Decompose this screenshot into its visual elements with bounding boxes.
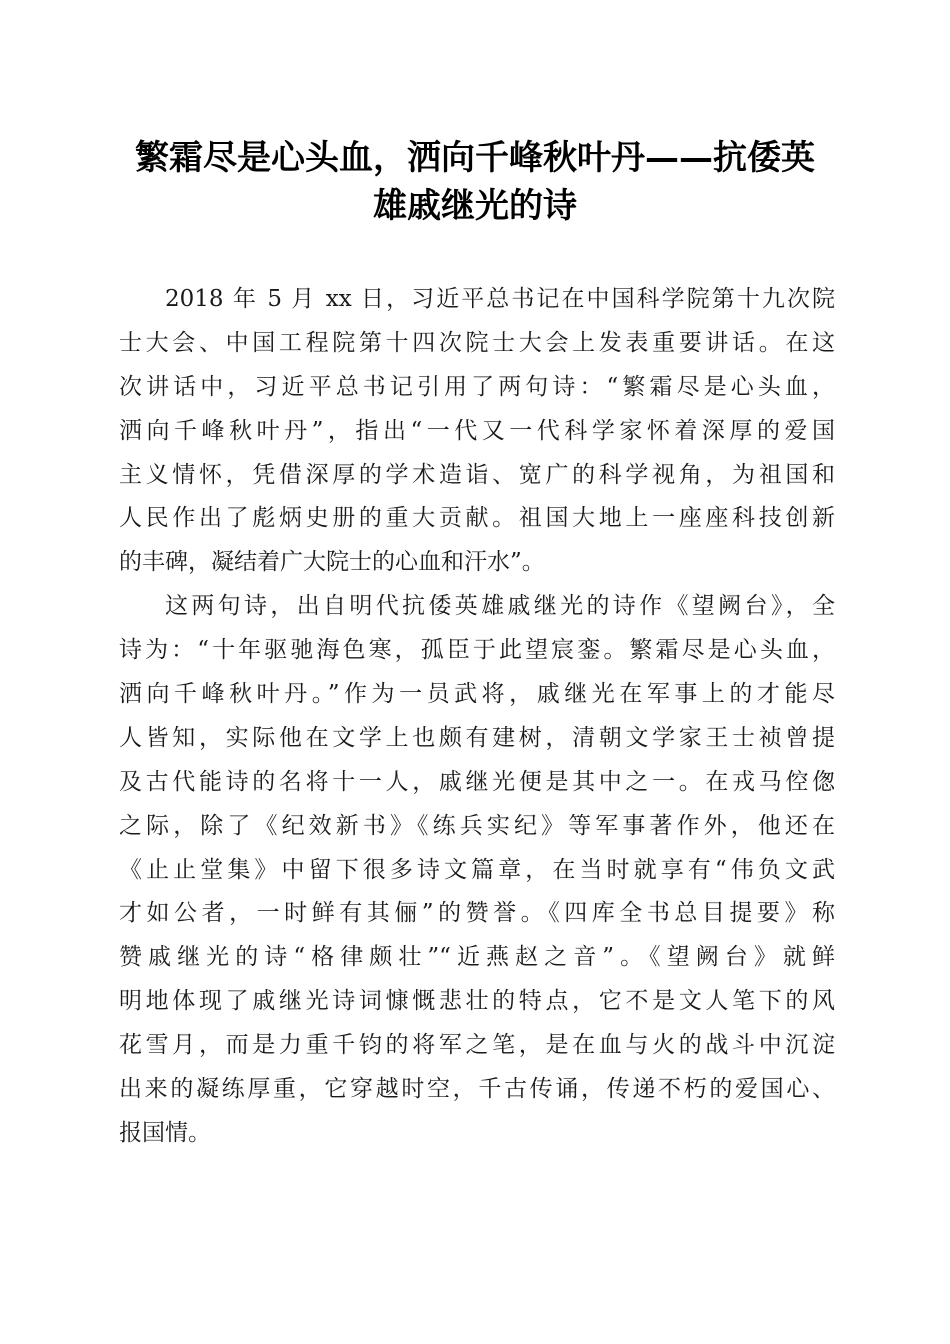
paragraph-line: 人民作出了彪炳史册的重大贡献。祖国大地上一座座科技创新 bbox=[119, 505, 835, 532]
paragraph-line: 主义情怀，凭借深厚的学术造诣、宽广的科学视角，为祖国和 bbox=[119, 461, 835, 488]
paragraph-line: 洒向千峰秋叶丹。”作为一员武将，戚继光在军事上的才能尽 bbox=[119, 681, 835, 708]
paragraph-line: 诗为：“十年驱驰海色寒，孤臣于此望宸銮。繁霜尽是心头血， bbox=[119, 637, 835, 664]
paragraph-line: 洒向千峰秋叶丹”，指出“一代又一代科学家怀着深厚的爱国 bbox=[119, 417, 835, 444]
paragraph-1 bbox=[119, 278, 835, 585]
paragraph-line: 才如公者，一时鲜有其俪”的赞誉。《四库全书总目提要》称 bbox=[119, 900, 835, 927]
paragraph-line: 出来的凝练厚重，它穿越时空，千古传诵，传递不朽的爱国心、 bbox=[119, 1076, 835, 1103]
page-title bbox=[110, 134, 840, 230]
paragraph-line: 及古代能诗的名将十一人，戚继光便是其中之一。在戎马倥偬 bbox=[119, 768, 835, 795]
paragraph-line: 赞戚继光的诗“格律颇壮”“近燕赵之音”。《望阙台》就鲜 bbox=[119, 944, 835, 971]
paragraph-line: 之际，除了《纪效新书》《练兵实纪》等军事著作外，他还在 bbox=[119, 812, 835, 839]
paragraph-line: 人皆知，实际他在文学上也颇有建树，清朝文学家王士祯曾提 bbox=[119, 724, 835, 751]
paragraph-line: 《止止堂集》中留下很多诗文篇章，在当时就享有“伟负文武 bbox=[119, 856, 835, 883]
paragraph-line: 这两句诗，出自明代抗倭英雄戚继光的诗作《望阙台》，全 bbox=[165, 593, 835, 620]
paragraph-line: 的丰碑，凝结着广大院士的心血和汗水”。 bbox=[119, 549, 545, 576]
paragraph-line: 报国情。 bbox=[119, 1119, 211, 1146]
title-line-1: 繁霜尽是心头血，洒向千峰秋叶丹——抗倭英 bbox=[135, 138, 815, 178]
paragraph-line: 明地体现了戚继光诗词慷慨悲壮的特点，它不是文人笔下的风 bbox=[119, 988, 835, 1015]
article-body bbox=[119, 278, 835, 1156]
paragraph-line: 花雪月，而是力重千钧的将军之笔，是在血与火的战斗中沉淀 bbox=[119, 1032, 835, 1059]
paragraph-line: 2018 年 5 月 xx 日，习近平总书记在中国科学院第十九次院 bbox=[165, 286, 835, 312]
title-line-2: 雄戚继光的诗 bbox=[373, 186, 577, 226]
paragraph-line: 次讲话中，习近平总书记引用了两句诗：“繁霜尽是心头血， bbox=[119, 373, 835, 400]
paragraph-line: 士大会、中国工程院第十四次院士大会上发表重要讲话。在这 bbox=[119, 329, 835, 356]
paragraph-2 bbox=[119, 585, 835, 1156]
